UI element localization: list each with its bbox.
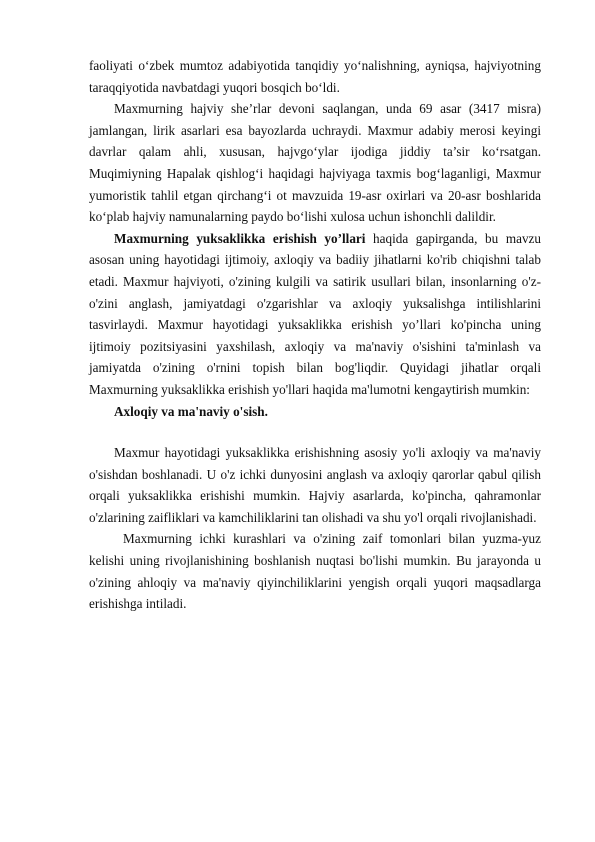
paragraph-3-bold-lead: Maxmurning yuksaklikka erishish yo’llari bbox=[114, 230, 366, 246]
paragraph-5: Maxmurning ichki kurashlari va o'zining zaif tomonlari bilan yuzma-yuz kelishi uning rivojlanishining boshlanish nuqtasi bo'lishi mumkin. Bu jarayonda u o'zining ahloqiy va ma'naviy qiyinchiliklarini yengish orqali yuqori maqsadlarga erishishga intiladi. bbox=[89, 531, 541, 612]
document-page bbox=[89, 55, 541, 615]
paragraph-1: faoliyati o‘zbek mumtoz adabiyotida tanqidiy yo‘nalishning, ayniqsa, hajviyotning taraqqiyotida navbatdagi yuqori bosqich bo‘ldi. bbox=[89, 58, 541, 95]
paragraph-4: Maxmur hayotidagi yuksaklikka erishishning asosiy yo'li axloqiy va ma'naviy o'sishdan boshlanadi. U o'z ichki dunyosini anglash va axloqiy qarorlar qabul qilish orqali yuksaklikka erishishi mumkin. Hajviy asarlarda, ko'pincha, qahramonlar o'zlarining zaifliklari va kamchiliklarini tan olishadi va shu yo'l orqali rivojlanishadi. bbox=[89, 445, 541, 525]
paragraph-2: Maxmurning hajviy she’rlar devoni saqlangan, unda 69 asar (3417 misra) jamlangan, lirik asarlari esa bayozlarda uchraydi. Maxmur adabiy merosi keyingi davrlar qalam ahli, xususan, hajvgo‘ylar ijodiga jiddiy ta’sir ko‘rsatgan. Muqimiyning Hapalak qishlog‘i haqidagi hajviyaga taxmis bog‘laganligi, Maxmur yumoristik tahlil etgan qirchang‘i ot mavzuida 19-asr oxirlari va 20-asr boshlarida ko‘plab hajviy namunalarning paydo bo‘lishi xulosa uchun ishonchli dalildir. bbox=[89, 101, 541, 225]
paragraph-3-text: haqida gapirganda, bu mavzu asosan uning hayotidagi ijtimoiy, axloqiy va badiiy jihatlarni ko'rib chiqishni talab etadi. Maxmur hajviyoti, o'zining kulgili va satirik usullari bilan, insonlarning o'z-o'zini anglash, jamiyatdagi o'zgarishlar va axloqiy yuksalishga intilishlarini tasvirlaydi. Maxmur hayotidagi yuksaklikka erishish yo’llari ko'pincha uning ijtimoiy pozitsiyasini yaxshilash, axloqiy va ma'naviy o'sishini ta'minlash va jamiyatda o'zining o'rnini topish bilan bog'liqdir. Quyidagi jihatlar orqali Maxmurning yuksaklikka erishish yo'llari haqida ma'lumotni kengaytirish mumkin: bbox=[89, 230, 541, 397]
section-heading: Axloqiy va ma'naviy o'sish. bbox=[114, 403, 268, 419]
paragraph-3 bbox=[89, 228, 541, 401]
